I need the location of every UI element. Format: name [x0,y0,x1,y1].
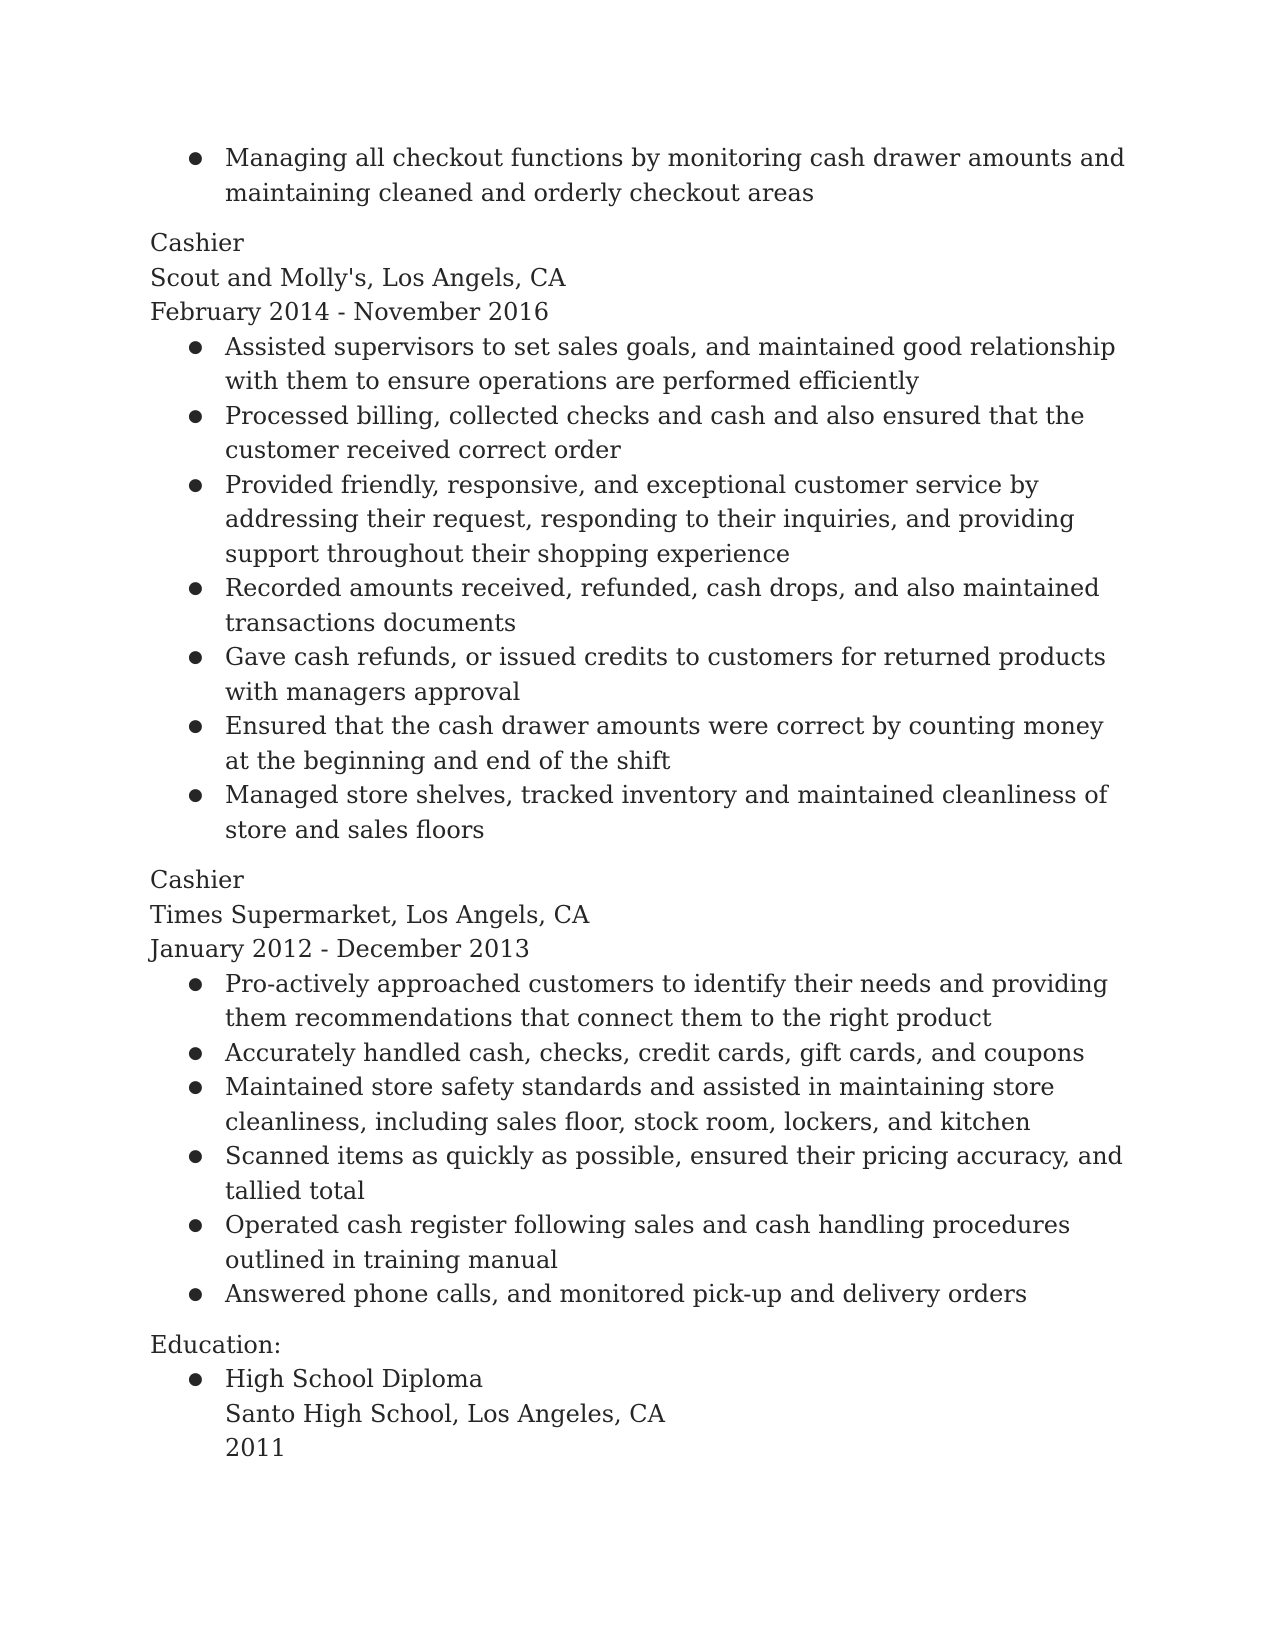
bullet-text: Answered phone calls, and monitored pick-up and delivery orders [225,1280,1028,1308]
bullet-icon: ● [188,148,203,168]
list-item [150,967,1130,1036]
bullet-text: Accurately handled cash, checks, credit cards, gift cards, and coupons [225,1038,1085,1067]
job-title: Cashier [150,866,244,894]
bullet-icon: ● [188,1215,203,1235]
list-item [150,399,1130,468]
job-employer: Times Supermarket, Los Angels, CA [150,900,590,929]
bullet-text: Managing all checkout functions by monitoring cash drawer amounts and maintaining cleaned and orderly checkout areas [225,144,1125,207]
bullet-text: Maintained store safety standards and assisted in maintaining store cleanliness, including sales floor, stock room, lockers, and kitchen [225,1073,1055,1136]
bullet-icon: ● [188,973,203,994]
bullet-text: Operated cash register following sales and cash handling procedures outlined in training manual [225,1211,1071,1274]
bullet-icon: ● [188,1146,203,1166]
bullet-icon: ● [188,1369,203,1389]
list-item [150,1036,1130,1071]
job-entry [150,226,1130,847]
graduation-year: 2011 [225,1434,287,1462]
bullet-text: Pro-actively approached customers to identify their needs and providing them recommendations that connect them to the right product [225,969,1109,1032]
job-employer: Scout and Molly's, Los Angels, CA [150,263,566,292]
bullet-icon: ● [188,405,203,426]
bullet-text: Provided friendly, responsive, and exceptional customer service by addressing their request, responding to their inquiries, and providing support throughout their shopping experience [225,470,1075,568]
job-title: Cashier [150,229,244,257]
education-section [150,1328,1130,1466]
list-item [150,1362,1130,1466]
school: Santo High School, Los Angeles, CA [225,1399,665,1428]
bullet-icon: ● [188,785,203,805]
section-heading: Education: [150,1330,282,1359]
list-item [150,141,1130,210]
list-item [150,1208,1130,1277]
bullet-icon: ● [188,1284,203,1304]
bullet-icon: ● [188,716,203,736]
bullet-text: Gave cash refunds, or issued credits to customers for returned products with managers approval [225,643,1106,706]
list-item [150,778,1130,847]
bullet-icon: ● [188,1077,203,1097]
bullet-icon: ● [188,578,203,598]
bullet-icon: ● [188,1042,203,1063]
job-dates: January 2012 - December 2013 [150,935,530,963]
list-item [150,468,1130,572]
bullet-icon: ● [188,474,203,495]
bullet-text: Assisted supervisors to set sales goals, and maintained good relationship with them to ensure operations are performed efficiently [225,332,1116,395]
list-item [150,1277,1130,1312]
list-item [150,1070,1130,1139]
top-bullet-list [150,141,1130,210]
job-bullet-list [150,330,1130,848]
job-entry [150,863,1130,1312]
job-bullet-list [150,967,1130,1312]
degree: High School Diploma [225,1365,484,1393]
bullet-text: Scanned items as quickly as possible, ensured their pricing accuracy, and tallied total [225,1142,1123,1205]
job-dates: February 2014 - November 2016 [150,298,549,326]
list-item [150,1139,1130,1208]
bullet-icon: ● [188,336,203,357]
bullet-text: Processed billing, collected checks and cash and also ensured that the customer received correct order [225,401,1085,464]
education-list [150,1362,1130,1466]
list-item [150,571,1130,640]
resume-page [150,141,1130,1466]
bullet-text: Recorded amounts received, refunded, cash drops, and also maintained transactions documents [225,574,1100,637]
list-item [150,640,1130,709]
bullet-text: Managed store shelves, tracked inventory and maintained cleanliness of store and sales floors [225,781,1108,844]
bullet-icon: ● [188,647,203,667]
bullet-text: Ensured that the cash drawer amounts were correct by counting money at the beginning and end of the shift [225,712,1104,775]
list-item [150,709,1130,778]
list-item [150,330,1130,399]
